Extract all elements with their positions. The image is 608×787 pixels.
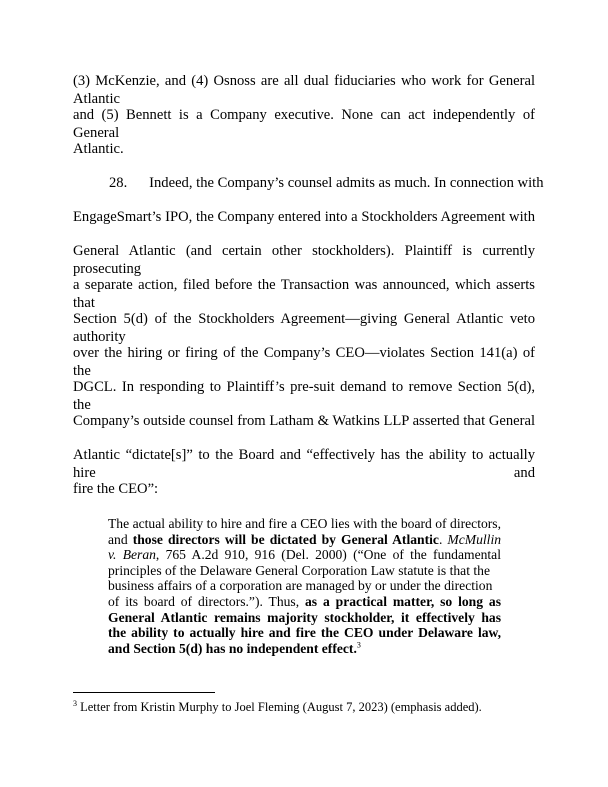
quote-emphasis: as a practical matter, so long as [305, 594, 502, 609]
body-line-11: Company’s outside counsel from Latham & Watkins LLP asserted that General [73, 413, 535, 429]
quote-text: of its board of directors.”). Thus, [108, 594, 305, 609]
quote-emphasis: and Section 5(d) has no independent effect. [108, 640, 357, 656]
body-line-5: EngageSmart’s IPO, the Company entered into a Stockholders Agreement with [73, 209, 535, 225]
quote-line-9 [108, 641, 501, 657]
body-line-2: and (5) Bennett is a Company executive. None can act independently of General [73, 107, 535, 141]
quote-emphasis: those directors will be dictated by General Atlantic [132, 531, 439, 547]
quote-text: and [108, 531, 133, 547]
quote-line-6 [108, 594, 501, 610]
body-line-9: over the hiring or firing of the Company’s CEO—violates Section 141(a) of the [73, 345, 535, 379]
paragraph-28-line-1: 28. Indeed, the Company’s counsel admits as much. In connection with [109, 175, 544, 191]
body-line-13: fire the CEO”: [73, 481, 159, 497]
quote-text: . [438, 531, 448, 547]
quote-line-3 [108, 547, 501, 563]
quote-line-5: business affairs of a corporation are managed by or under the direction [108, 578, 493, 594]
quote-line-4: principles of the Delaware General Corporation Law statute is that the [108, 562, 490, 578]
case-name: McMullin [447, 531, 502, 547]
quote-line-1: The actual ability to hire and fire a CEO lies with the board of directors, [108, 516, 501, 531]
footnote [73, 700, 482, 715]
body-line-12: Atlantic “dictate[s]” to the Board and “effectively has the ability to actually hire and [73, 447, 535, 481]
footnote-text: Letter from Kristin Murphy to Joel Fleming (August 7, 2023) (emphasis added). [77, 700, 482, 714]
quote-line-8: the ability to actually hire and fire the CEO under Delaware law, [108, 625, 501, 641]
case-name: v. Beran [108, 547, 156, 563]
body-line-1: (3) McKenzie, and (4) Osnoss are all dual fiduciaries who work for General Atlantic [73, 73, 535, 107]
body-line-10: DGCL. In responding to Plaintiff’s pre-suit demand to remove Section 5(d), the [73, 379, 535, 413]
body-line-8: Section 5(d) of the Stockholders Agreement—giving General Atlantic veto authority [73, 311, 535, 345]
footnote-reference[interactable]: 3 [356, 640, 361, 650]
body-line-6: General Atlantic (and certain other stockholders). Plaintiff is currently prosecuting [73, 243, 535, 277]
footnote-marker: 3 [73, 698, 77, 708]
footnote-divider [73, 692, 215, 693]
quote-line-7: General Atlantic remains majority stockholder, it effectively has [108, 609, 501, 625]
quote-line-2 [108, 532, 501, 548]
body-line-7: a separate action, filed before the Transaction was announced, which asserts that [73, 277, 535, 311]
quote-text: , 765 A.2d 910, 916 (Del. 2000) (“One of the fundamental [155, 547, 501, 563]
body-line-3: Atlantic. [73, 141, 124, 157]
